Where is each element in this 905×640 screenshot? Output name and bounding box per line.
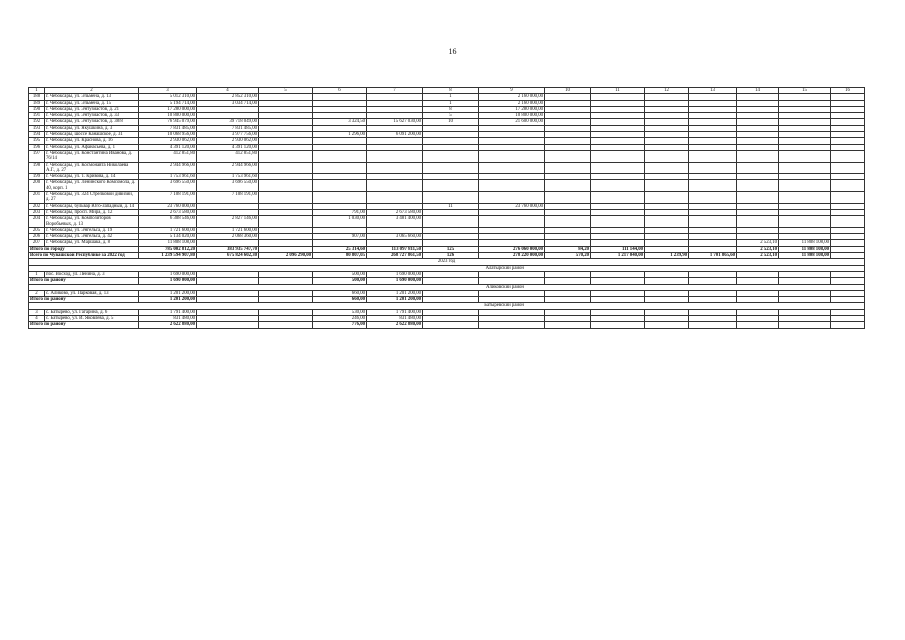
cell-c14 bbox=[737, 216, 779, 228]
cell-c6: 80 807,05 bbox=[313, 253, 367, 259]
column-number-15: 15 bbox=[779, 88, 831, 94]
cell-c5 bbox=[259, 150, 313, 162]
address: пос. Восход, ул. Ленина, д. 3 bbox=[45, 271, 139, 277]
address: г. Чебоксары, ул. Эльмена, д. 13 bbox=[45, 94, 139, 100]
cell-c7 bbox=[367, 150, 423, 162]
cell-c3: 10 800 000,00 bbox=[139, 113, 197, 119]
program-table bbox=[28, 87, 865, 329]
cell-c12 bbox=[645, 322, 689, 328]
cell-c13: 1 701 865,60 bbox=[689, 253, 737, 259]
cell-c15 bbox=[779, 322, 831, 328]
cell-c16 bbox=[831, 322, 865, 328]
cell-c4: 383 935 747,70 bbox=[197, 246, 259, 252]
cell-c6: 791,00 bbox=[313, 209, 367, 215]
cell-c10 bbox=[545, 216, 591, 228]
cell-c14: 2 523,10 bbox=[737, 253, 779, 259]
row-number: 198 bbox=[29, 162, 45, 174]
row-number: 193 bbox=[29, 125, 45, 131]
cell-c3: 412 851,80 bbox=[139, 150, 197, 162]
cell-c15: 11 808 108,00 bbox=[779, 253, 831, 259]
cell-c3: 1 201 200,00 bbox=[139, 290, 197, 296]
row-number: 188 bbox=[29, 94, 45, 100]
address: г. Чебоксары, ул. Маршака, д. 8 bbox=[45, 240, 139, 246]
cell-c6: 3 324,50 bbox=[313, 119, 367, 125]
cell-c6: 660,00 bbox=[313, 290, 367, 296]
address: г. Чебоксары, ул. Композиторов Воробьевых, д. 13 bbox=[45, 216, 139, 228]
cell-c3: 2 622 880,00 bbox=[139, 322, 197, 328]
cell-c6: 500,00 bbox=[313, 278, 367, 284]
cell-c4: 7 831 485,00 bbox=[197, 125, 259, 131]
address: г. Чебоксары, ул. Т. Кривова, д. 14 bbox=[45, 174, 139, 180]
column-number-7: 7 bbox=[367, 88, 423, 94]
cell-c14 bbox=[737, 192, 779, 204]
cell-c4: 2 852 310,00 bbox=[197, 94, 259, 100]
address: г. Чебоксары, ул. Якушкина, д. 3 bbox=[45, 125, 139, 131]
cell-c11 bbox=[591, 216, 645, 228]
cell-c16 bbox=[831, 150, 865, 162]
address: г. Чебоксары, ул. Энтузиастов, д. 21 bbox=[45, 106, 139, 112]
row-number: 204 bbox=[29, 216, 45, 228]
cell-c3: 10 068 956,00 bbox=[139, 132, 197, 138]
cell-c9 bbox=[479, 216, 545, 228]
column-number-12: 12 bbox=[645, 88, 689, 94]
cell-c11 bbox=[591, 162, 645, 174]
cell-c7: 1 690 000,00 bbox=[367, 278, 423, 284]
cell-c10 bbox=[545, 322, 591, 328]
cell-c11 bbox=[591, 150, 645, 162]
row-number: 206 bbox=[29, 234, 45, 240]
cell-c4 bbox=[197, 322, 259, 328]
row-number: 190 bbox=[29, 106, 45, 112]
cell-c3: 17 280 000,00 bbox=[139, 106, 197, 112]
total-republic-label: Всего по Чувашской Республике за 2022 год bbox=[29, 253, 139, 259]
address: с. Батырево, ул. Гагарина, д. 6 bbox=[45, 309, 139, 315]
cell-c6: 776,00 bbox=[313, 322, 367, 328]
cell-c11 bbox=[591, 192, 645, 204]
cell-c13 bbox=[689, 180, 737, 192]
cell-c4: 675 824 602,30 bbox=[197, 253, 259, 259]
cell-c3: 1 753 961,60 bbox=[139, 174, 197, 180]
address: г. Чебоксары, ул. Эльмена, д. 15 bbox=[45, 100, 139, 106]
district-name: Батыревский район bbox=[29, 303, 865, 309]
cell-c7: 831 480,00 bbox=[367, 315, 423, 321]
cell-c4: 412 851,80 bbox=[197, 150, 259, 162]
cell-c3: 5 134 020,00 bbox=[139, 234, 197, 240]
cell-c4: 2 930 062,00 bbox=[197, 138, 259, 144]
district-name: Аликовский район bbox=[29, 284, 865, 290]
cell-c15: 11 808 108,00 bbox=[779, 240, 831, 246]
cell-c11: 1 217 040,00 bbox=[591, 253, 645, 259]
cell-c6: 1 030,00 bbox=[313, 216, 367, 228]
cell-c10 bbox=[545, 192, 591, 204]
row-number: 202 bbox=[29, 203, 45, 209]
cell-c9 bbox=[479, 150, 545, 162]
page-number: 16 bbox=[448, 47, 457, 56]
district-total-label: Итого по району bbox=[29, 297, 139, 303]
cell-c8 bbox=[423, 216, 479, 228]
column-number-4: 4 bbox=[197, 88, 259, 94]
address: г. Чебоксары, ул. Афанасьева, д. 1 bbox=[45, 144, 139, 150]
cell-c3: 6 308 546,00 bbox=[139, 216, 197, 228]
column-number-3: 3 bbox=[139, 88, 197, 94]
cell-c6 bbox=[313, 192, 367, 204]
cell-c9: 23 760 000,00 bbox=[479, 203, 545, 209]
cell-c4: 39 718 049,00 bbox=[197, 119, 259, 125]
column-number-13: 13 bbox=[689, 88, 737, 94]
cell-c6: 660,00 bbox=[313, 297, 367, 303]
table-row bbox=[29, 180, 865, 192]
cell-c3: 831 480,00 bbox=[139, 315, 197, 321]
cell-c3: 2 944 966,00 bbox=[139, 162, 197, 174]
cell-c15 bbox=[779, 216, 831, 228]
column-number-8: 8 bbox=[423, 88, 479, 94]
cell-c8: 125 bbox=[423, 246, 479, 252]
cell-c8: 1 bbox=[423, 94, 479, 100]
cell-c14 bbox=[737, 180, 779, 192]
address: с. Батырево, ул. И. Яковлева, д. 5 bbox=[45, 315, 139, 321]
cell-c3: 5 194 714,00 bbox=[139, 100, 197, 106]
row-number: 199 bbox=[29, 174, 45, 180]
cell-c8 bbox=[423, 180, 479, 192]
cell-c12: 1 239,90 bbox=[645, 253, 689, 259]
column-number-16: 16 bbox=[831, 88, 865, 94]
row-number: 203 bbox=[29, 209, 45, 215]
row-number: 207 bbox=[29, 240, 45, 246]
cell-c4: 1 753 961,60 bbox=[197, 174, 259, 180]
cell-c3: 3 696 550,00 bbox=[139, 180, 197, 192]
cell-c8 bbox=[423, 192, 479, 204]
cell-c5 bbox=[259, 162, 313, 174]
cell-c12 bbox=[645, 150, 689, 162]
address: г. Чебоксары, ул. Энгельса, д. 19 bbox=[45, 227, 139, 233]
cell-c4: 2 944 966,00 bbox=[197, 162, 259, 174]
row-number: 197 bbox=[29, 150, 45, 162]
cell-c4: 2 827 146,00 bbox=[197, 216, 259, 228]
cell-c7: 1 690 000,00 bbox=[367, 271, 423, 277]
district-name: Алатырский район bbox=[29, 265, 865, 271]
row-number: 1 bbox=[29, 271, 45, 277]
cell-c5 bbox=[259, 322, 313, 328]
cell-c10 bbox=[545, 162, 591, 174]
cell-c9 bbox=[479, 192, 545, 204]
cell-c16 bbox=[831, 180, 865, 192]
cell-c10: 84,20 bbox=[545, 246, 591, 252]
row-number: 194 bbox=[29, 132, 45, 138]
address: г. Чебоксары, ул. 324 Стрелковой дивизии, д. 27 bbox=[45, 192, 139, 204]
cell-c4: 3 034 714,00 bbox=[197, 100, 259, 106]
cell-c11: 111 144,00 bbox=[591, 246, 645, 252]
cell-c13 bbox=[689, 162, 737, 174]
table-row bbox=[29, 150, 865, 162]
cell-c8: 8 bbox=[423, 106, 479, 112]
cell-c3: 76 945 079,00 bbox=[139, 119, 197, 125]
row-number: 201 bbox=[29, 192, 45, 204]
cell-c5 bbox=[259, 192, 313, 204]
cell-c9 bbox=[479, 180, 545, 192]
district-total-row bbox=[29, 322, 865, 328]
cell-c6 bbox=[313, 150, 367, 162]
cell-c6: 500,00 bbox=[313, 271, 367, 277]
cell-c14 bbox=[737, 162, 779, 174]
cell-c4: 1 721 600,00 bbox=[197, 227, 259, 233]
cell-c4: 2 068 360,00 bbox=[197, 234, 259, 240]
cell-c8: 5 bbox=[423, 113, 479, 119]
cell-c11 bbox=[591, 180, 645, 192]
address: г. Чебоксары, ул. Константина Иванова, д. 76/14 bbox=[45, 150, 139, 162]
cell-c3: 1 690 000,00 bbox=[139, 271, 197, 277]
cell-c9: 10 800 000,00 bbox=[479, 113, 545, 119]
row-number: 195 bbox=[29, 138, 45, 144]
cell-c4: 7 108 191,00 bbox=[197, 192, 259, 204]
cell-c13 bbox=[689, 150, 737, 162]
cell-c8: 10 bbox=[423, 119, 479, 125]
district-total-label: Итого по району bbox=[29, 322, 139, 328]
cell-c3: 7 831 485,00 bbox=[139, 125, 197, 131]
address: г. Чебоксары, ул. Ленинского Комсомола, д. 40, корп. 1 bbox=[45, 180, 139, 192]
cell-c3: 1 791 400,00 bbox=[139, 309, 197, 315]
cell-c7: 3 481 400,00 bbox=[367, 216, 423, 228]
cell-c3: 2 930 062,00 bbox=[139, 138, 197, 144]
cell-c10 bbox=[545, 150, 591, 162]
cell-c15 bbox=[779, 180, 831, 192]
cell-c5 bbox=[259, 216, 313, 228]
cell-c7: 2 622 880,00 bbox=[367, 322, 423, 328]
cell-c3: 1 201 200,00 bbox=[139, 297, 197, 303]
row-number: 3 bbox=[29, 309, 45, 315]
cell-c15: 11 808 108,00 bbox=[779, 246, 831, 252]
address: г. Чебоксары, ул. Энтузиастов, д. 33 bbox=[45, 113, 139, 119]
cell-c3: 11 808 108,00 bbox=[139, 240, 197, 246]
row-number: 200 bbox=[29, 180, 45, 192]
cell-c9 bbox=[479, 322, 545, 328]
row-number: 2 bbox=[29, 290, 45, 296]
cell-c5: 2 096 290,00 bbox=[259, 253, 313, 259]
cell-c6: 530,00 bbox=[313, 309, 367, 315]
cell-c6: 1 296,00 bbox=[313, 132, 367, 138]
cell-c6: 907,00 bbox=[313, 234, 367, 240]
cell-c9: 2 160 000,00 bbox=[479, 94, 545, 100]
cell-c3: 785 002 812,20 bbox=[139, 246, 197, 252]
cell-c7: 268 727 861,50 bbox=[367, 253, 423, 259]
column-number-10: 10 bbox=[545, 88, 591, 94]
column-number-5: 5 bbox=[259, 88, 313, 94]
cell-c8: 11 bbox=[423, 203, 479, 209]
address: с. Аликово, ул. Парковая, д. 13 bbox=[45, 290, 139, 296]
cell-c7: 2 673 580,00 bbox=[367, 209, 423, 215]
cell-c8: 126 bbox=[423, 253, 479, 259]
cell-c14: 2 523,10 bbox=[737, 240, 779, 246]
cell-c3: 5 012 310,00 bbox=[139, 94, 197, 100]
cell-c14 bbox=[737, 150, 779, 162]
cell-c16 bbox=[831, 162, 865, 174]
cell-c3: 4 391 120,00 bbox=[139, 144, 197, 150]
cell-c7 bbox=[367, 162, 423, 174]
cell-c3: 7 108 191,00 bbox=[139, 192, 197, 204]
row-number: 191 bbox=[29, 113, 45, 119]
cell-c12 bbox=[645, 192, 689, 204]
cell-c7: 1 791 400,00 bbox=[367, 309, 423, 315]
year-label: 2023 год bbox=[29, 259, 865, 265]
cell-c4: 4 391 120,00 bbox=[197, 144, 259, 150]
cell-c3: 23 760 000,00 bbox=[139, 203, 197, 209]
address: г. Чебоксары, просп. Мира, д. 12 bbox=[45, 209, 139, 215]
column-number-1: 1 bbox=[29, 88, 45, 94]
cell-c7 bbox=[367, 192, 423, 204]
cell-c7: 15 627 030,00 bbox=[367, 119, 423, 125]
cell-c10: 570,20 bbox=[545, 253, 591, 259]
cell-c9 bbox=[479, 162, 545, 174]
cell-c7 bbox=[367, 180, 423, 192]
address: г. Чебоксары, ул. Космонавта Николаева А.Г., д. 27 bbox=[45, 162, 139, 174]
cell-c15 bbox=[779, 150, 831, 162]
cell-c7: 1 201 200,00 bbox=[367, 297, 423, 303]
cell-c6: 246,00 bbox=[313, 315, 367, 321]
column-number-2: 2 bbox=[45, 88, 139, 94]
cell-c3: 1 239 594 907,80 bbox=[139, 253, 197, 259]
cell-c9: 276 060 000,00 bbox=[479, 246, 545, 252]
cell-c12 bbox=[645, 216, 689, 228]
cell-c15 bbox=[779, 162, 831, 174]
table-row bbox=[29, 192, 865, 204]
cell-c16 bbox=[831, 216, 865, 228]
cell-c3: 1 721 600,00 bbox=[139, 227, 197, 233]
cell-c8 bbox=[423, 322, 479, 328]
cell-c7: 113 097 811,50 bbox=[367, 246, 423, 252]
address: г. Чебоксары, шоссе Канашское, д. 31 bbox=[45, 132, 139, 138]
cell-c14: 2 523,10 bbox=[737, 246, 779, 252]
cell-c9: 21 600 000,00 bbox=[479, 119, 545, 125]
cell-c13 bbox=[689, 322, 737, 328]
cell-c5 bbox=[259, 180, 313, 192]
column-number-6: 6 bbox=[313, 88, 367, 94]
cell-c8 bbox=[423, 162, 479, 174]
column-number-14: 14 bbox=[737, 88, 779, 94]
row-number: 192 bbox=[29, 119, 45, 125]
cell-c9: 2 160 000,00 bbox=[479, 100, 545, 106]
cell-c6: 25 314,60 bbox=[313, 246, 367, 252]
address: г. Чебоксары, ул. Энгельса, д. 42 bbox=[45, 234, 139, 240]
cell-c9: 17 280 000,00 bbox=[479, 106, 545, 112]
cell-c15 bbox=[779, 192, 831, 204]
cell-c14 bbox=[737, 322, 779, 328]
row-number: 4 bbox=[29, 315, 45, 321]
address: г. Чебоксары, ул. Энтузиастов, д. 38/8 bbox=[45, 119, 139, 125]
cell-c8 bbox=[423, 150, 479, 162]
cell-c3: 1 690 000,00 bbox=[139, 278, 197, 284]
total-city-label: Итого по городу bbox=[29, 246, 139, 252]
cell-c16 bbox=[831, 192, 865, 204]
column-number-9: 9 bbox=[479, 88, 545, 94]
row-number: 189 bbox=[29, 100, 45, 106]
cell-c4: 3 696 550,00 bbox=[197, 180, 259, 192]
district-total-label: Итого по району bbox=[29, 278, 139, 284]
cell-c7: 1 201 200,00 bbox=[367, 290, 423, 296]
cell-c3: 2 673 580,00 bbox=[139, 209, 197, 215]
address: г. Чебоксары, бульвар Юго-Западный, д. 14 bbox=[45, 203, 139, 209]
cell-c9: 278 220 000,00 bbox=[479, 253, 545, 259]
cell-c12 bbox=[645, 180, 689, 192]
cell-c6 bbox=[313, 180, 367, 192]
cell-c7: 6 091 200,00 bbox=[367, 132, 423, 138]
cell-c13 bbox=[689, 216, 737, 228]
address: г. Чебоксары, ул. Краснова, д. 16 bbox=[45, 138, 139, 144]
cell-c12 bbox=[645, 162, 689, 174]
table-row bbox=[29, 162, 865, 174]
cell-c13 bbox=[689, 192, 737, 204]
row-number: 196 bbox=[29, 144, 45, 150]
column-number-11: 11 bbox=[591, 88, 645, 94]
cell-c10 bbox=[545, 180, 591, 192]
cell-c4: 3 977 756,00 bbox=[197, 132, 259, 138]
cell-c7: 3 065 660,00 bbox=[367, 234, 423, 240]
cell-c6 bbox=[313, 162, 367, 174]
cell-c8: 1 bbox=[423, 100, 479, 106]
row-number: 205 bbox=[29, 227, 45, 233]
table-row bbox=[29, 216, 865, 228]
cell-c11 bbox=[591, 322, 645, 328]
